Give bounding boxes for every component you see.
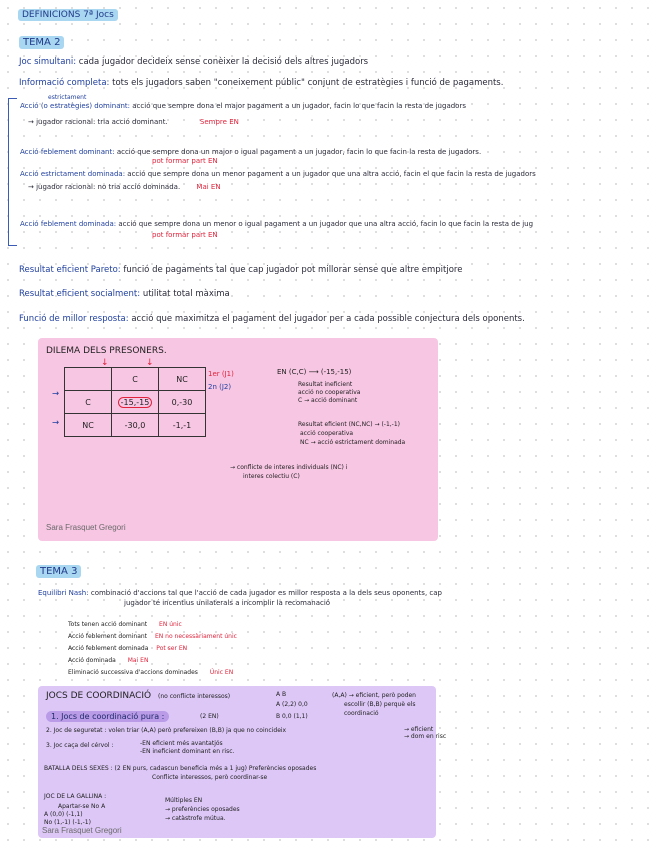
definition: acció que sempre dona un major o igual pagament a un jugador, facin lo que facin la resta de jugadors. <box>116 148 482 156</box>
page-title: DEFINICIONS 7ª Jocs <box>18 9 118 21</box>
def-feblement-dominada <box>20 220 533 228</box>
term: Joc simultani: <box>19 57 77 67</box>
term: Acció feblement dominada: <box>20 220 117 228</box>
coord-type-seguretat-note: → eficient → dom en risc <box>404 726 447 740</box>
matrix-corner <box>65 368 112 391</box>
list-item <box>68 669 233 676</box>
note-jugador-racional-2 <box>28 183 221 191</box>
definition: utilitat total màxima <box>142 289 230 299</box>
joc-gallina-title: JOC DE LA GALLINA : <box>44 793 107 800</box>
note: acció cooperativa <box>300 430 354 437</box>
term: Acció (o estratègies) dominant: <box>20 102 131 110</box>
cell-value: -15,-15 <box>118 397 153 408</box>
item-note: Pot ser EN <box>156 645 188 652</box>
note-jugador-racional <box>28 118 239 126</box>
def-estrictament-dominada <box>20 170 536 178</box>
coord-title-note: (no conflicte interessos) <box>158 693 231 700</box>
signature: Sara Frasquet Gregori <box>46 523 126 532</box>
term: Resultat eficient Pareto: <box>19 265 121 275</box>
signature: Sara Frasquet Gregori <box>42 826 122 835</box>
note: Resultat ineficient <box>298 381 353 388</box>
definition: tots els jugadors saben "coneixement públic" conjunt de estratègies i funció de pagaments. <box>112 78 504 88</box>
note: → conflicte de interes individuals (NC) i <box>230 464 348 471</box>
term: Acció feblement dominant: <box>20 148 115 156</box>
jocs-coordinacio-box <box>38 686 436 838</box>
col-header-nc: NC <box>159 368 206 391</box>
row-header-nc: NC <box>65 414 112 437</box>
item-note: EN únic <box>159 621 182 628</box>
term: Informació completa: <box>19 78 110 88</box>
term: Acció estrictament dominada: <box>20 170 126 178</box>
down-arrow-icon: ↓ <box>146 358 154 368</box>
def-eficient-pareto <box>19 265 462 275</box>
bracket-line <box>8 98 17 246</box>
annotation-estrictament: estrictament <box>48 94 87 101</box>
note: interes colectiu (C) <box>243 473 300 480</box>
note: acció no cooperativa <box>298 389 361 396</box>
coord-matrix-row: A (2,2) 0,0 <box>276 701 308 708</box>
coord-side-note: (A,A) → eficient, però poden <box>332 692 416 699</box>
def-millor-resposta <box>19 314 525 324</box>
note-text: → jugador racional: no tria acció dominada. <box>28 183 181 191</box>
player2-label: 2n (J2) <box>208 383 232 391</box>
col-header-c: C <box>112 368 159 391</box>
definition: acció que sempre dona un menor o igual pagament a un jugador que una altra acció, facin lo que facin la resta de jug <box>118 220 534 228</box>
item-text: Acció feblement dominada <box>68 645 149 652</box>
cell-c-c <box>112 391 159 414</box>
payoff-matrix <box>64 367 206 437</box>
term: Equilibri Nash: <box>38 589 89 597</box>
def-accio-dominant <box>20 102 466 110</box>
note: Resultat eficient (NC,NC) → (-1,-1) <box>298 421 401 428</box>
row-header-c: C <box>65 391 112 414</box>
definition: acció que maximitza el pagament del jugador per a cada possible conjectura dels oponents. <box>131 314 525 324</box>
coord-type-pura-note: (2 EN) <box>200 713 219 720</box>
dilema-title: DILEMA DELS PRESONERS. <box>46 346 167 356</box>
player1-label: 1er (J1) <box>208 370 234 378</box>
coord-type-cervol: 3. Joc caça del cérvol : <box>46 742 114 749</box>
note-red: pot formar part EN <box>152 231 218 239</box>
item-text: Tots tenen acció dominant <box>68 621 148 628</box>
def-joc-simultani <box>19 57 368 67</box>
item-text: Eliminació successiva d'accions dominades <box>68 669 198 676</box>
item-note: EN no necessàriament únic <box>154 633 237 640</box>
coord-type-pura: 1. Jocs de coordinació pura : <box>46 711 169 722</box>
coord-type-seguretat: 2. Joc de seguretat : volen triar (A,A) però prefereixen (B,B) ja que no coincideix <box>46 727 287 734</box>
definition: acció que sempre dona el major pagament a un jugador, facin lo que facin la resta de jugadors <box>132 102 466 110</box>
list-item <box>68 645 187 652</box>
gallina-matrix: Apartar-se No A <box>58 803 106 810</box>
def-feblement-dominant <box>20 148 481 156</box>
item-text: Acció feblement dominant <box>68 633 148 640</box>
coord-matrix-header: A B <box>276 691 287 698</box>
cell-nc-nc: -1,-1 <box>159 414 206 437</box>
item-note: Mai EN <box>127 657 149 664</box>
batalla-sexes: BATALLA DELS SEXES : (2 EN purs, cadascun beneficia més a 1 jug) Preferències oposades <box>44 765 317 772</box>
section-title-tema3: TEMA 3 <box>36 565 81 578</box>
definition: combinació d'accions tal que l'acció de cada jugador es millor resposta a la dels seus oponents, cap <box>90 589 442 597</box>
gallina-matrix: No (1,-1) (-1,-1) <box>44 819 91 826</box>
coord-type-cervol-note: -EN eficient més avantatjós <box>140 740 223 747</box>
coord-side-note: escollir (B,B) perquè els <box>344 701 416 708</box>
batalla-sexes-note: Conflicte interessos, però coordinar-se <box>152 774 268 781</box>
term: Funció de millor resposta: <box>19 314 129 324</box>
right-arrow-icon: → <box>52 389 60 399</box>
def-informacio-completa <box>19 78 503 88</box>
right-arrow-icon: → <box>52 418 60 428</box>
definition: cada jugador decideix sense conèixer la decisió dels altres jugadors <box>78 57 369 67</box>
gallina-note: → preferències oposades <box>165 806 240 813</box>
cell-nc-c: -30,0 <box>112 414 159 437</box>
note: NC → acció estrictament dominada <box>300 439 406 446</box>
gallina-note: → catàstrofe mútua. <box>165 815 226 822</box>
list-item <box>68 621 182 628</box>
list-item <box>68 633 237 640</box>
item-text: Acció dominada <box>68 657 116 664</box>
down-arrow-icon: ↓ <box>101 358 109 368</box>
coord-type-cervol-note: -EN ineficient dominant en risc. <box>140 748 235 755</box>
definition: acció que sempre dona un menor pagament a un jugador que una altra acció, facin el que facin la resta de jugadors <box>127 170 536 178</box>
definition: funció de pagaments tal que cap jugador pot millorar sense que altre empitjore <box>123 265 463 275</box>
note-red: pot formar part EN <box>152 157 218 165</box>
section-title-tema2: TEMA 2 <box>19 36 64 49</box>
gallina-matrix: A (0,0) (-1,1) <box>44 811 83 818</box>
note: C → acció dominant <box>298 397 358 404</box>
note-red: Mai EN <box>196 183 221 191</box>
def-equilibri-nash-cont: jugador té incentius unilaterals a incomplir la recomanació <box>124 599 331 607</box>
term: Resultat eficient socialment: <box>19 289 141 299</box>
list-item <box>68 657 148 664</box>
gallina-note: Múltiples EN <box>165 797 203 804</box>
coord-matrix-row: B 0,0 (1,1) <box>276 713 308 720</box>
def-eficient-socialment <box>19 289 230 299</box>
note-red: Sempre EN <box>199 118 239 126</box>
coord-side-note: coordinació <box>344 710 379 717</box>
note-text: → jugador racional: tria acció dominant. <box>28 118 168 126</box>
cell-c-nc: 0,-30 <box>159 391 206 414</box>
nash-equilibrium-line: EN (C,C) ⟶ (-15,-15) <box>277 368 352 376</box>
def-equilibri-nash <box>38 589 442 597</box>
coord-title <box>46 691 230 701</box>
coord-title-text: JOCS DE COORDINACIÓ <box>46 691 152 701</box>
item-note: Únic EN <box>209 669 234 676</box>
